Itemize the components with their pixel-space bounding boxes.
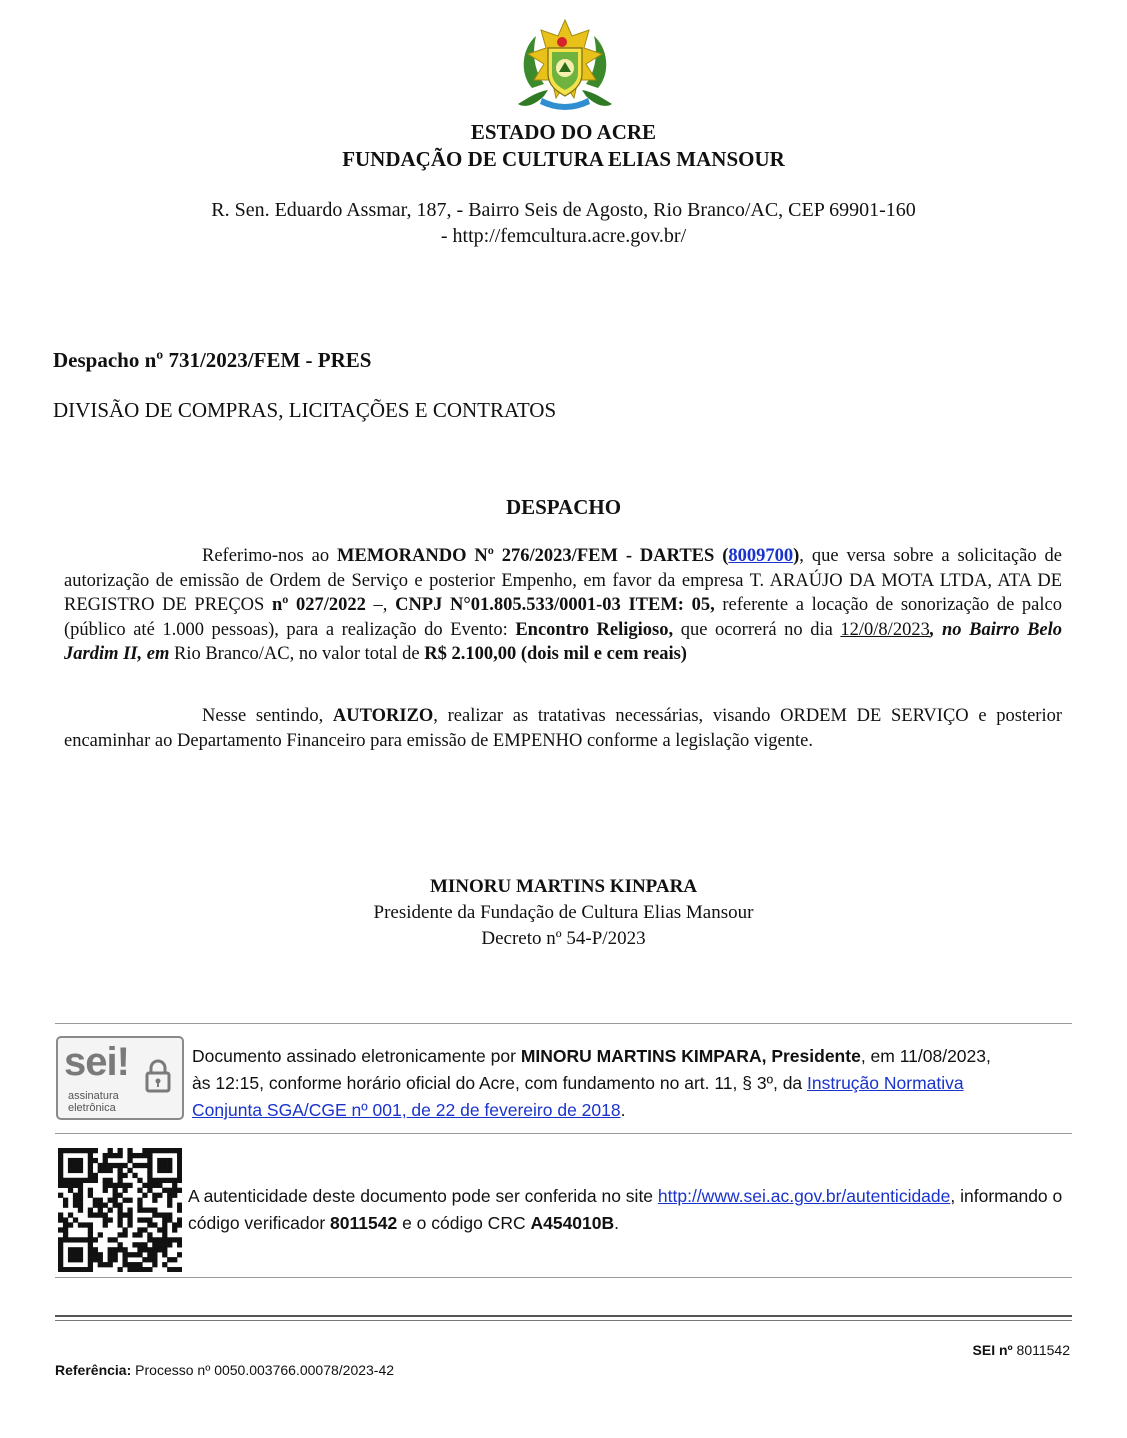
address-line-1: R. Sen. Eduardo Assmar, 187, - Bairro Seis de Agosto, Rio Branco/AC, CEP 69901-160 <box>211 199 916 221</box>
sei-logo: sei! assinatura eletrônica <box>56 1036 184 1120</box>
signatory-name: MINORU MARTINS KINPARA <box>429 876 698 897</box>
signature-statement: Documento assinado eletronicamente por MINORU MARTINS KIMPARA, Presidente, em 11/08/2023, às 12:15, conforme horário oficial do Acre, com fundamento no art. 11, § 3º, da Instrução Normativa Conjunta SGA/CGE nº 001, de 22 de fevereiro de 2018. <box>192 1046 991 1120</box>
divider <box>55 1133 1072 1134</box>
footer-rule <box>55 1320 1072 1321</box>
reference: Referência: Processo nº 0050.003766.00078/2023-42 <box>55 1362 395 1378</box>
divider <box>55 1277 1072 1278</box>
paragraph-authorization: Nesse sentindo, AUTORIZO, realizar as tratativas necessárias, visando ORDEM DE SERVIÇO e posterior encaminhar ao Departamento Financeiro para emissão de EMPENHO conforme a legislação vigente. <box>64 706 1062 751</box>
paragraph-request: Referimo-nos ao MEMORANDO Nº 276/2023/FEM - DARTES (8009700), que versa sobre a solicitação de autorização de emissão de Ordem de Serviço e posterior Empenho, em favor da empresa T. ARAÚJO DA MOTA LTDA, ATA DE REGISTRO DE PREÇOS nº 027/2022 –, CNPJ N°01.805.533/0001-03 ITEM: 05, referente a locação de sonorização de palco (público até 1.000 pessoas), para a realização do Evento: Encontro Religioso, que ocorrerá no dia 12/0/8/2023, no Bairro Belo Jardim II, em Rio Branco/AC, no valor total de R$ 2.100,00 (dois mil e cem reais) <box>64 546 1063 664</box>
authenticity-statement: A autenticidade deste documento pode ser conferida no site http://www.sei.ac.gov.br/autenticidade, informando o código verificador 8011542 e o código CRC A454010B. <box>188 1186 1063 1233</box>
normative-instruction-link[interactable]: Instrução Normativa Conjunta SGA/CGE nº 001, de 22 de fevereiro de 2018 <box>192 1073 964 1120</box>
qr-code-icon <box>58 1148 182 1277</box>
address-line-2: - http://femcultura.acre.gov.br/ <box>440 225 687 247</box>
footer-rule <box>55 1315 1072 1317</box>
sei-number: SEI nº 8011542 <box>972 1342 1070 1358</box>
divider <box>55 1023 1072 1024</box>
authenticity-url-link[interactable]: http://www.sei.ac.gov.br/autenticidade <box>657 1186 951 1206</box>
document-title: DESPACHO <box>505 495 622 519</box>
despacho-number: Despacho nº 731/2023/FEM - PRES <box>53 348 372 372</box>
institution-name: FUNDAÇÃO DE CULTURA ELIAS MANSOUR <box>342 147 785 171</box>
division-name: DIVISÃO DE COMPRAS, LICITAÇÕES E CONTRATOS <box>53 398 557 422</box>
padlock-icon <box>144 1058 172 1099</box>
acre-coat-of-arms-icon <box>514 18 616 116</box>
signatory-decree: Decreto nº 54-P/2023 <box>481 928 646 949</box>
state-name: ESTADO DO ACRE <box>470 120 657 144</box>
memo-link[interactable]: 8009700 <box>728 546 794 566</box>
signatory-role: Presidente da Fundação de Cultura Elias Mansour <box>373 902 754 923</box>
